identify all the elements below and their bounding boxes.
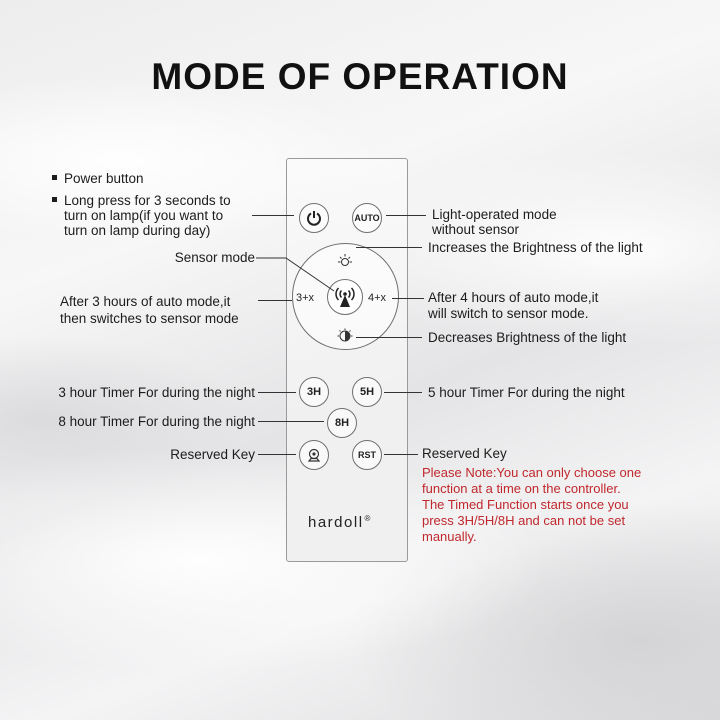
- leader-line: [356, 337, 422, 338]
- timer-8h-button[interactable]: 8H: [327, 408, 357, 438]
- page-title: MODE OF OPERATION: [151, 56, 569, 97]
- power-button-label: Power button: [52, 171, 144, 187]
- leader-line: [384, 392, 422, 393]
- leader-line: [258, 454, 296, 455]
- leader-line: [256, 255, 340, 297]
- brightness-up-label: Increases the Brightness of the light: [428, 240, 643, 255]
- sensor-mode-label: Sensor mode: [174, 250, 255, 265]
- reserved-right-label: Reserved Key: [422, 446, 507, 461]
- light-operated-label-1: Light-operated mode: [432, 207, 557, 222]
- note-line: Please Note:You can only choose one: [422, 465, 642, 480]
- auto-button[interactable]: AUTO: [352, 203, 382, 233]
- leader-line: [386, 215, 426, 216]
- leader-line: [392, 298, 424, 299]
- leader-line: [356, 247, 422, 248]
- light-operated-label-2: without sensor: [432, 222, 520, 237]
- note-line: press 3H/5H/8H and can not be set: [422, 513, 626, 528]
- power-icon: [306, 210, 322, 226]
- leader-line: [252, 215, 294, 216]
- timer-5h-button[interactable]: 5H: [352, 377, 382, 407]
- left-button-label[interactable]: 3+x: [296, 292, 315, 304]
- timer-3h-button[interactable]: 3H: [299, 377, 329, 407]
- reserved-left-button[interactable]: [299, 440, 329, 470]
- timer-5h-label: 5 hour Timer For during the night: [428, 385, 625, 400]
- power-button[interactable]: [299, 203, 329, 233]
- after-4h-label-1: After 4 hours of auto mode,it: [428, 290, 599, 305]
- note-line: function at a time on the controller.: [422, 481, 621, 496]
- brand-logo: hardoll®: [308, 514, 372, 531]
- timer-8h-label: 8 hour Timer For during the night: [58, 414, 255, 429]
- note-text: [422, 465, 712, 545]
- long-press-label-2: turn on lamp(if you want to: [64, 208, 224, 223]
- leader-line: [384, 454, 418, 455]
- leader-line: [258, 421, 324, 422]
- long-press-label-1: Long press for 3 seconds to: [52, 193, 231, 209]
- after-3h-label-2: then switches to sensor mode: [60, 311, 239, 326]
- leader-line: [258, 300, 292, 301]
- after-4h-label-2: will switch to sensor mode.: [428, 306, 589, 321]
- note-line: manually.: [422, 529, 477, 544]
- after-3h-label-1: After 3 hours of auto mode,it: [60, 294, 231, 309]
- brightness-down-icon[interactable]: [336, 328, 354, 344]
- reserved-left-label: Reserved Key: [170, 447, 255, 462]
- timer-3h-label: 3 hour Timer For during the night: [58, 385, 255, 400]
- camera-icon: [306, 447, 322, 463]
- leader-line: [258, 392, 296, 393]
- rst-button[interactable]: RST: [352, 440, 382, 470]
- right-button-label[interactable]: 4+x: [368, 292, 387, 304]
- long-press-label-3: turn on lamp during day): [64, 223, 211, 238]
- note-line: The Timed Function starts once you: [422, 497, 629, 512]
- brightness-down-label: Decreases Brightness of the light: [428, 330, 627, 345]
